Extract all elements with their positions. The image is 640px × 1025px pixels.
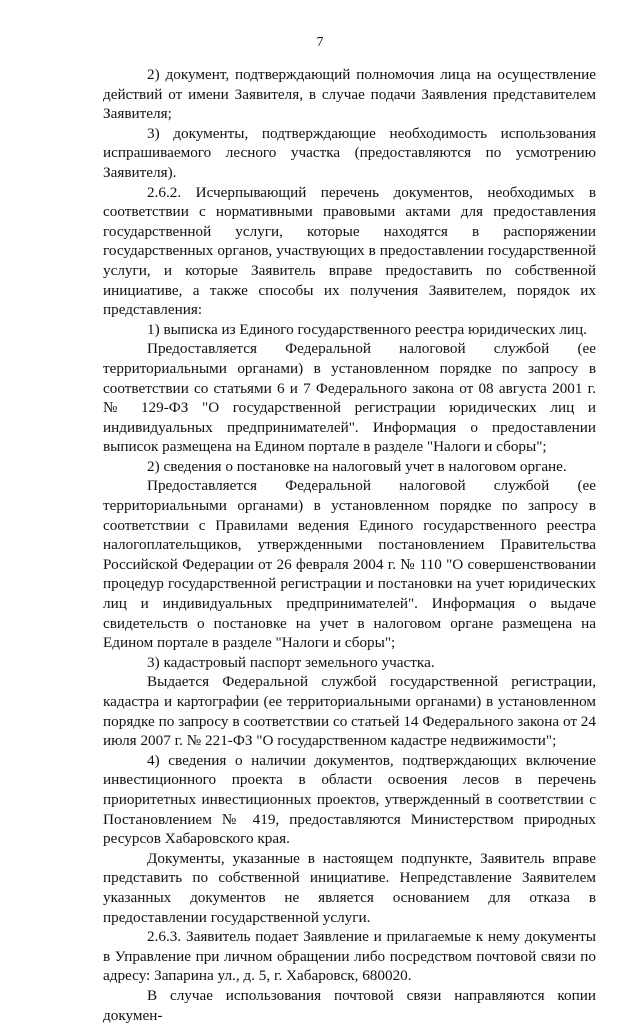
paragraph-cadastral-passport: 3) кадастровый паспорт земельного участка.: [147, 653, 435, 671]
paragraph-egrul-provision: Предоставляется Федеральной налоговой службой (ее территориальными органами) в установленном порядке по запросу в соответствии со статьями 6 и 7 Федерального закона от 08 августа 2001 г. № 129-ФЗ "О государственной регистрации юридических лиц и индивидуальных предпринимателей". Информация о предоставлении выписок размещена на Едином портале в разделе "Налоги и сборы";: [103, 340, 596, 456]
paragraph-postal-copies: В случае использования почтовой связи направляются копии докумен-: [103, 986, 596, 1024]
paragraph-own-initiative: Документы, указанные в настоящем подпункте, Заявитель вправе представить по собственной инициативе. Непредставление Заявителем указанных документов не является основанием для отказа в предоставлении государственной услуги.: [103, 849, 596, 926]
page-number: 7: [316, 35, 324, 50]
paragraph-tax-registration: 2) сведения о постановке на налоговый учет в налоговом органе.: [147, 457, 567, 475]
paragraph-power-of-attorney: 2) документ, подтверждающий полномочия лица на осуществление действий от имени Заявителя, в случае подачи Заявления представителем Заявителя;: [103, 66, 596, 123]
paragraph-section-2-6-2: 2.6.2. Исчерпывающий перечень документов, необходимых в соответствии с нормативными правовыми актами для предоставления государственной услуги, которые находятся в распоряжении государственных органов, участвующих в предоставлении государственной услуги, и которые Заявитель вправе предоставить по собственной инициативе, а также способы их получения Заявителем, порядок их представления:: [103, 183, 596, 319]
paragraph-egrul-extract: 1) выписка из Единого государственного реестра юридических лиц.: [147, 320, 587, 338]
paragraph-tax-registration-provision: Предоставляется Федеральной налоговой службой (ее территориальными органами) в установленном порядке по запросу в соответствии с Правилами ведения Единого государственного реестра налогоплательщиков, утвержденными постановлением Правительства Российской Федерации от 26 февраля 2004 г. № 110 "О совершенствовании процедур государственной регистрации и постановки на учет юридических лиц и индивидуальных предпринимателей". Информация о выдаче свидетельств о постановке на учет в налоговом органе размещена на Едином портале в разделе "Налоги и сборы";: [103, 477, 596, 652]
paragraph-cadastral-provision: Выдается Федеральной службой государственной регистрации, кадастра и картографии (ее территориальными органами) в установленном порядке по запросу в соответствии со статьей 14 Федерального закона от 24 июля 2007 г. № 221-ФЗ "О государственном кадастре недвижимости";: [103, 673, 596, 750]
paragraph-section-2-6-3: 2.6.3. Заявитель подает Заявление и прилагаемые к нему документы в Управление при личном обращении либо посредством почтовой связи по адресу: Запарина ул., д. 5, г. Хабаровск, 680020.: [103, 928, 596, 985]
paragraph-investment-project: 4) сведения о наличии документов, подтверждающих включение инвестиционного проекта в области освоения лесов в перечень приоритетных инвестиционных проектов, утвержденный в соответствии с Постановлением № 419, предоставляются Министерством природных ресурсов Хабаровского края.: [103, 751, 596, 848]
paragraph-land-use-documents: 3) документы, подтверждающие необходимость использования испрашиваемого лесного участка (предоставляются по усмотрению Заявителя).: [103, 124, 596, 181]
document-body: [103, 65, 596, 1025]
